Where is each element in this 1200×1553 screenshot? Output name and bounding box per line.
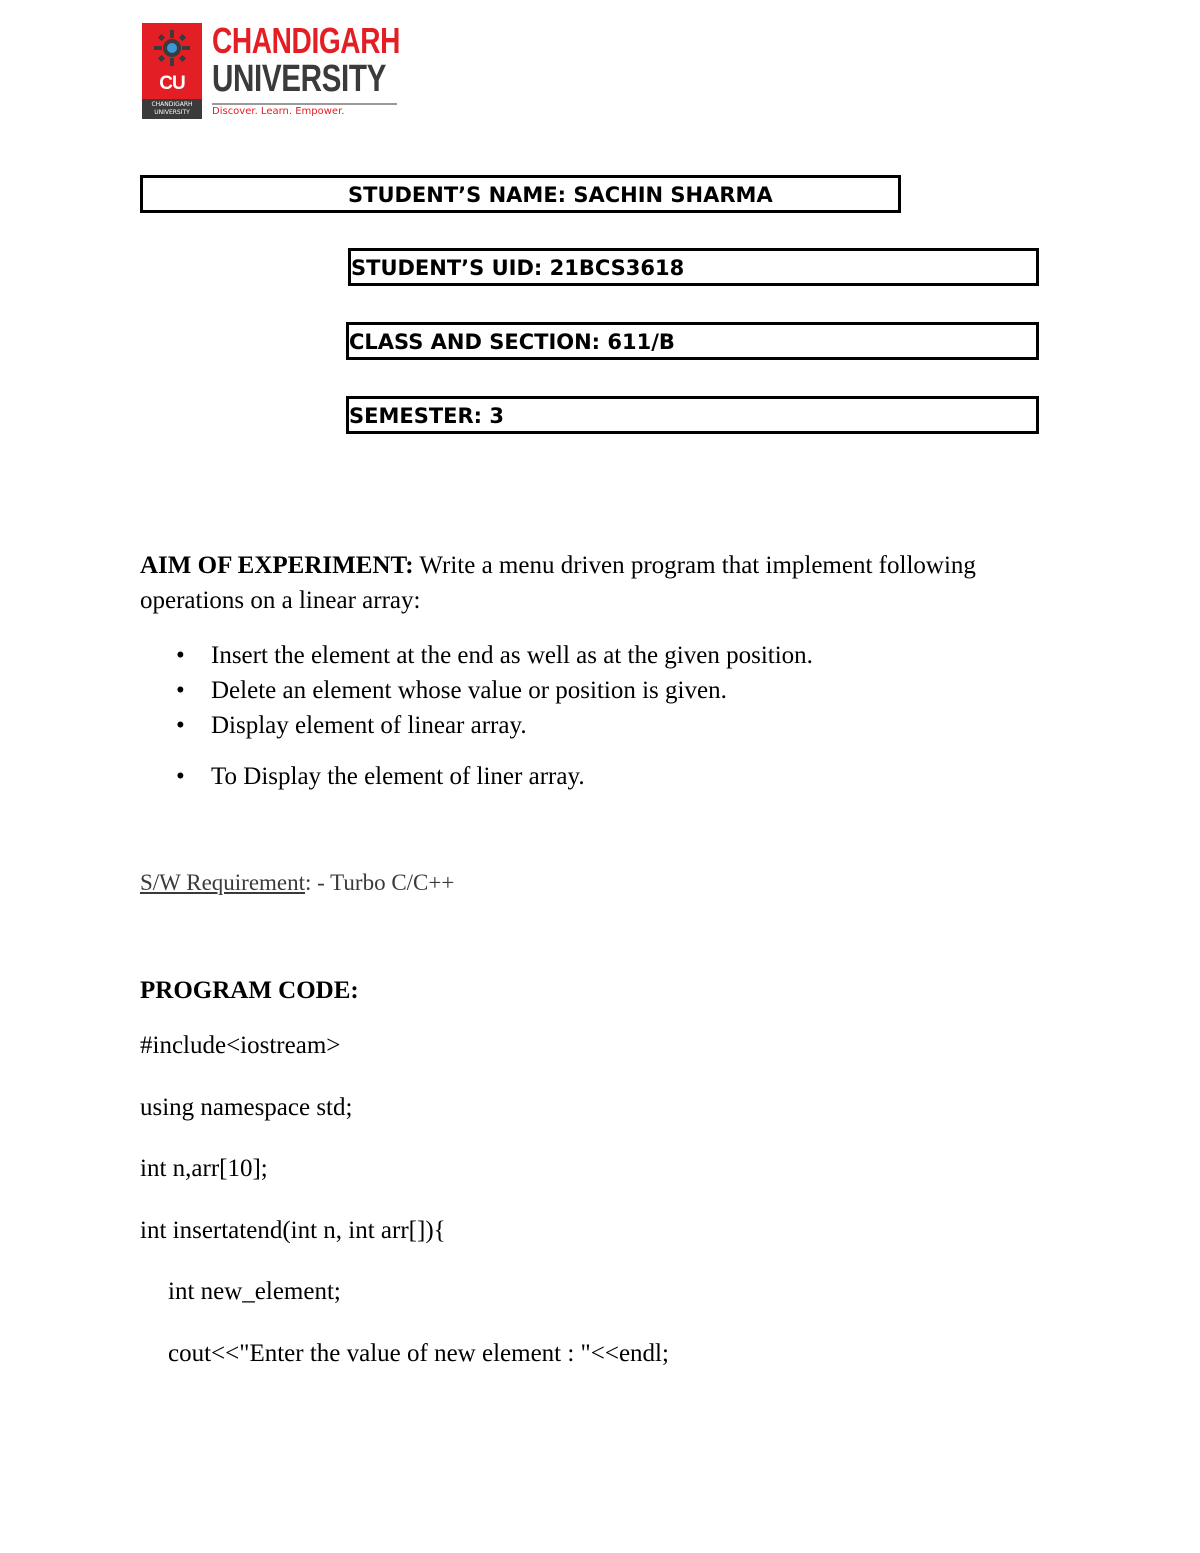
student-uid-box <box>348 248 1039 286</box>
aim-label: AIM OF EXPERIMENT: <box>140 552 414 579</box>
sw-requirement-label: S/W Requirement <box>140 870 306 895</box>
bullet-text: Delete an element whose value or position is given. <box>211 677 727 704</box>
logo-emblem-icon <box>152 28 192 68</box>
bullet-text: Insert the element at the end as well as at the given position. <box>211 642 813 669</box>
code-line: int insertatend(int n, int arr[]){ <box>140 1217 446 1244</box>
code-line: #include<iostream> <box>140 1032 341 1059</box>
sw-requirement-value: : - Turbo C/C++ <box>305 870 455 895</box>
code-line: int new_element; <box>168 1278 341 1305</box>
code-line: int n,arr[10]; <box>140 1155 268 1182</box>
student-name: STUDENT’S NAME: SACHIN SHARMA <box>348 183 773 207</box>
logo-tagline: Discover. Learn. Empower. <box>212 106 345 117</box>
bullet-icon: • <box>176 642 185 669</box>
code-line: cout<<"Enter the value of new element : "<<endl; <box>168 1340 669 1367</box>
logo-badge-subtext: CHANDIGARH UNIVERSITY <box>142 99 202 119</box>
program-code-heading: PROGRAM CODE: <box>140 977 359 1004</box>
logo-badge <box>142 23 202 119</box>
student-uid: STUDENT’S UID: 21BCS3618 <box>351 256 685 280</box>
logo-line-university: UNIVERSITY <box>212 58 386 100</box>
logo-line-chandigarh: CHANDIGARH <box>212 20 400 61</box>
class-section-box <box>346 322 1039 360</box>
class-section: CLASS AND SECTION: 611/B <box>349 330 675 354</box>
student-name-box <box>140 175 901 213</box>
semester-box <box>346 396 1039 434</box>
logo-divider <box>212 103 397 105</box>
code-line: using namespace std; <box>140 1094 353 1121</box>
semester: SEMESTER: 3 <box>349 404 504 428</box>
aim-text: Write a menu driven program that implement following operations on a linear array: <box>140 552 976 614</box>
bullet-text: Display element of linear array. <box>211 712 527 739</box>
sw-requirement <box>140 870 454 896</box>
bullet-text: To Display the element of liner array. <box>211 763 585 790</box>
university-logo <box>142 20 417 121</box>
bullet-icon: • <box>176 763 185 790</box>
aim-paragraph <box>140 548 1020 618</box>
bullet-icon: • <box>176 712 185 739</box>
bullet-icon: • <box>176 677 185 704</box>
logo-badge-cu: CU <box>159 73 185 94</box>
